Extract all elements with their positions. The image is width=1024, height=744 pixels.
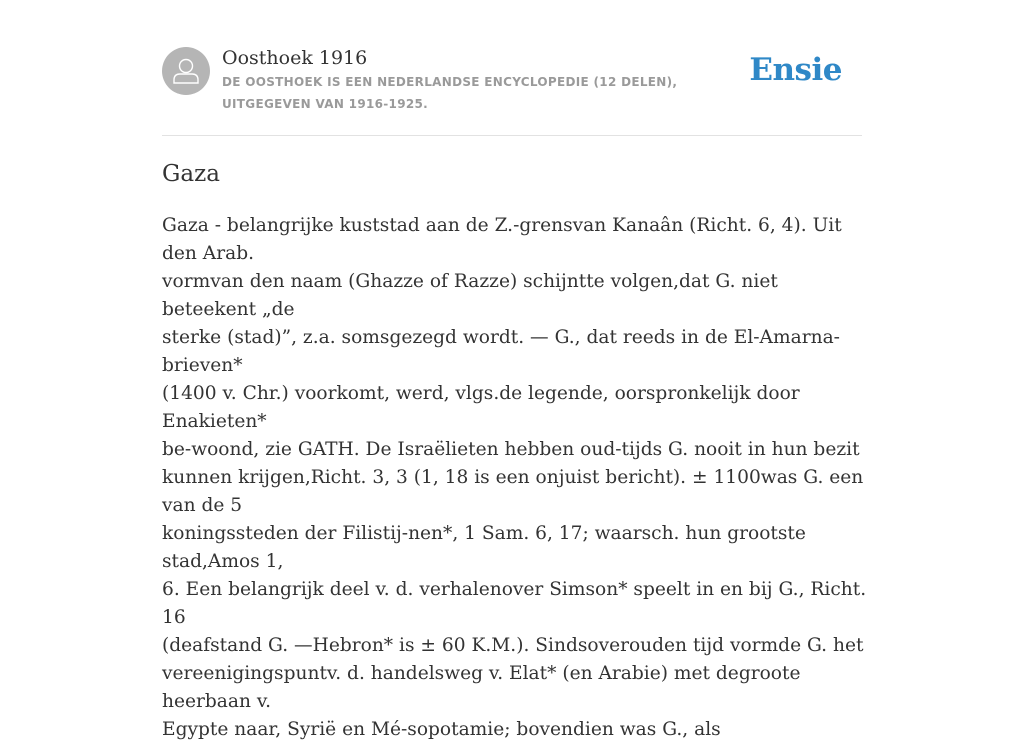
- article-line: be-woond, zie GATH. De Israëlieten hebben oud-tijds G. nooit in hun bezit: [162, 439, 860, 460]
- article-line: 6. Een belangrijk deel v. d. verhalenover Simson* speelt in en bij G., Richt. 16: [162, 579, 867, 628]
- source-header: [162, 46, 862, 136]
- page-container: [162, 0, 867, 740]
- source-description: DE OOSTHOEK IS EEN NEDERLANDSE ENCYCLOPEDIE (12 DELEN), UITGEGEVEN VAN 1916-1925.: [222, 75, 678, 111]
- avatar[interactable]: [162, 47, 210, 95]
- article-line: vereenigingspuntv. d. handelsweg v. Elat* (en Arabie) met degroote heerbaan v.: [162, 663, 801, 712]
- source-meta: [222, 46, 762, 115]
- article-body: [162, 212, 867, 744]
- user-icon: [162, 47, 210, 95]
- article-line: Egypte naar, Syrië en Mé-sopotamie; bovendien was G., als: [162, 719, 721, 740]
- article-title: Gaza: [162, 161, 220, 187]
- article-line: (deafstand G. —Hebron* is ± 60 K.M.). Sindsoverouden tijd vormde G. het: [162, 635, 864, 656]
- source-title[interactable]: Oosthoek 1916: [222, 47, 368, 69]
- header-divider: [162, 135, 862, 136]
- article-line: vormvan den naam (Ghazze of Razze) schijntte volgen,dat G. niet beteekent „de: [162, 271, 778, 320]
- article-line: (1400 v. Chr.) voorkomt, werd, vlgs.de legende, oorspronkelijk door Enakieten*: [162, 383, 800, 432]
- brand-logo-link[interactable]: Ensie: [749, 52, 842, 88]
- article-line: Gaza - belangrijke kuststad aan de Z.-grensvan Kanaân (Richt. 6, 4). Uit den Arab.: [162, 215, 842, 264]
- article-line: sterke (stad)”, z.a. somsgezegd wordt. — G., dat reeds in de El-Amarna-brieven*: [162, 327, 840, 376]
- article-line: koningssteden der Filistij-nen*, 1 Sam. 6, 17; waarsch. hun grootste stad,Amos 1,: [162, 523, 806, 572]
- article-line: kunnen krijgen,Richt. 3, 3 (1, 18 is een onjuist bericht). ± 1100was G. een van de 5: [162, 467, 864, 516]
